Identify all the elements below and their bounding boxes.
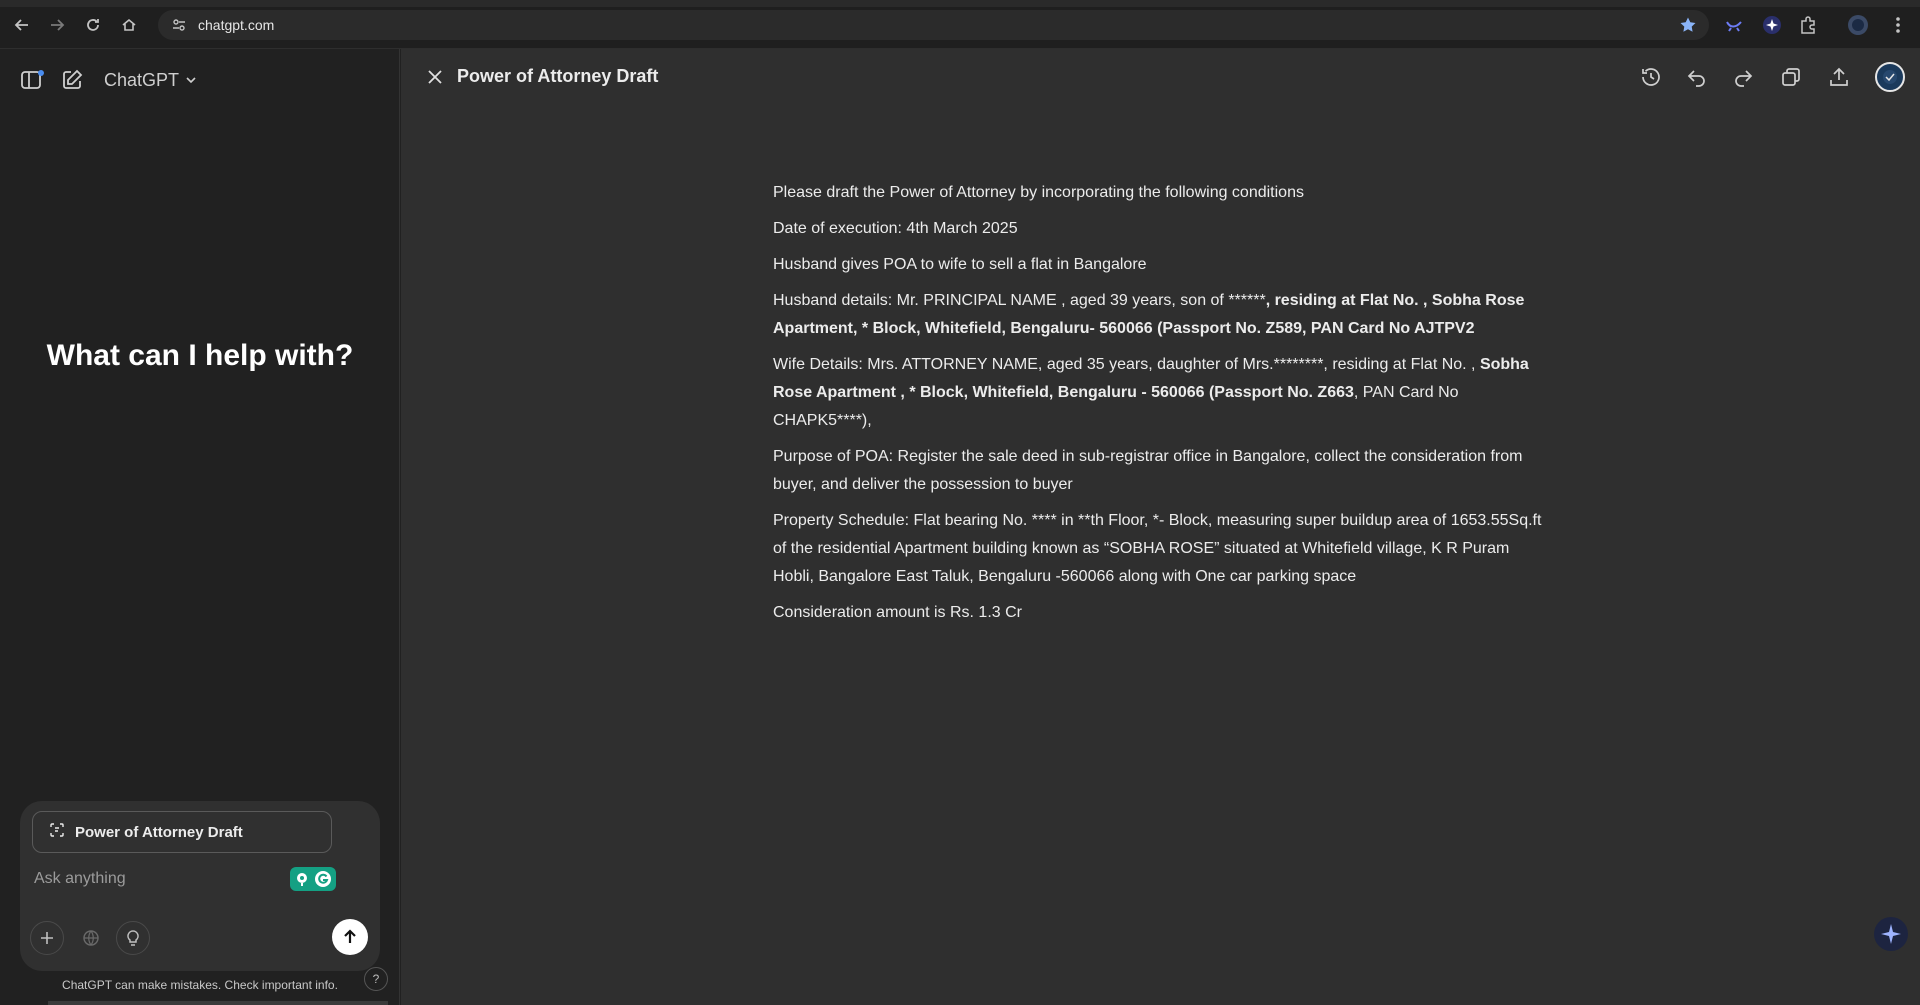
- add-attachment-button[interactable]: [30, 921, 64, 955]
- document-paragraph: Consideration amount is Rs. 1.3 Cr: [773, 604, 1022, 621]
- bottom-divider: [48, 1001, 388, 1005]
- model-label: ChatGPT: [104, 69, 180, 90]
- ai-extension-icon[interactable]: [1760, 13, 1784, 37]
- document-body[interactable]: [773, 179, 1553, 635]
- hero-heading: What can I help with?: [46, 339, 354, 372]
- document-paragraph: Husband details: Mr. PRINCIPAL NAME , aged 39 years, son of ******, residing at Flat No. , Sobha Rose Apartment, * Block, Whitefield, Bengaluru- 560066 (Passport No. Z589, PAN Card No AJTPV2: [773, 292, 1525, 337]
- url-text[interactable]: chatgpt.com: [198, 17, 275, 33]
- model-selector[interactable]: [104, 65, 197, 95]
- chevron-down-icon: [185, 70, 197, 91]
- browser-menu-icon[interactable]: [1886, 13, 1910, 37]
- document-paragraph: Property Schedule: Flat bearing No. **** in **th Floor, *- Block, measuring super buildup area of 1653.55Sq.ft of the residential Apartment building known as “SOBHA ROSE” situated at Whitefield village, K R Puram Hobli, Bangalore East Taluk, Bengaluru -560066 along with One car parking space: [773, 512, 1542, 585]
- canvas-header: [401, 49, 1920, 109]
- profile-avatar-icon[interactable]: [1846, 13, 1870, 37]
- browser-chrome: [0, 0, 1920, 49]
- bookmark-star-icon[interactable]: [1679, 16, 1697, 34]
- back-icon[interactable]: [9, 12, 35, 38]
- disclaimer-text: ChatGPT can make mistakes. Check important info.: [62, 978, 338, 992]
- document-paragraph: Wife Details: Mrs. ATTORNEY NAME, aged 35 years, daughter of Mrs.********, residing at Flat No. , Sobha Rose Apartment , * Block, Whitefield, Bengaluru - 560066 (Passport No. Z663, PAN Card No CHAPK5****),: [773, 356, 1529, 429]
- canvas-chip-label: Power of Attorney Draft: [75, 823, 243, 841]
- ask-input[interactable]: [34, 865, 284, 893]
- help-button[interactable]: ?: [364, 967, 388, 991]
- canvas-icon: [49, 822, 65, 842]
- copy-icon[interactable]: [1777, 63, 1805, 91]
- new-chat-icon[interactable]: [58, 66, 86, 94]
- document-paragraph: Husband gives POA to wife to sell a flat in Bangalore: [773, 256, 1147, 273]
- document-paragraph: Purpose of POA: Register the sale deed in sub-registrar office in Bangalore, collect the consideration from buyer, and deliver the possession to buyer: [773, 448, 1523, 493]
- chat-pane: [0, 49, 400, 1005]
- canvas-title: Power of Attorney Draft: [457, 66, 659, 86]
- tab-strip: [0, 0, 1920, 7]
- globe-icon[interactable]: [74, 921, 108, 955]
- document-paragraph: Please draft the Power of Attorney by incorporating the following conditions: [773, 184, 1304, 201]
- lightbulb-icon[interactable]: [116, 921, 150, 955]
- extensions-puzzle-icon[interactable]: [1796, 13, 1820, 37]
- history-icon[interactable]: [1637, 63, 1665, 91]
- canvas-chip[interactable]: [32, 811, 332, 853]
- sidebar-toggle-icon[interactable]: [18, 66, 46, 94]
- grammarly-icon[interactable]: [290, 867, 336, 891]
- document-paragraph: Date of execution: 4th March 2025: [773, 220, 1018, 237]
- undo-icon[interactable]: [1683, 63, 1711, 91]
- site-info-icon[interactable]: [170, 16, 188, 34]
- sparkle-icon[interactable]: [1874, 917, 1908, 951]
- composer: [20, 801, 380, 971]
- redo-icon[interactable]: [1729, 63, 1757, 91]
- address-bar[interactable]: [158, 10, 1709, 40]
- forward-icon[interactable]: [44, 12, 70, 38]
- user-avatar[interactable]: [1875, 62, 1905, 92]
- send-button[interactable]: [332, 919, 368, 955]
- home-icon[interactable]: [116, 12, 142, 38]
- canvas-pane: [401, 49, 1920, 1005]
- share-icon[interactable]: [1825, 63, 1853, 91]
- close-icon[interactable]: [421, 63, 449, 91]
- reload-icon[interactable]: [80, 12, 106, 38]
- extension-icon[interactable]: [1722, 13, 1746, 37]
